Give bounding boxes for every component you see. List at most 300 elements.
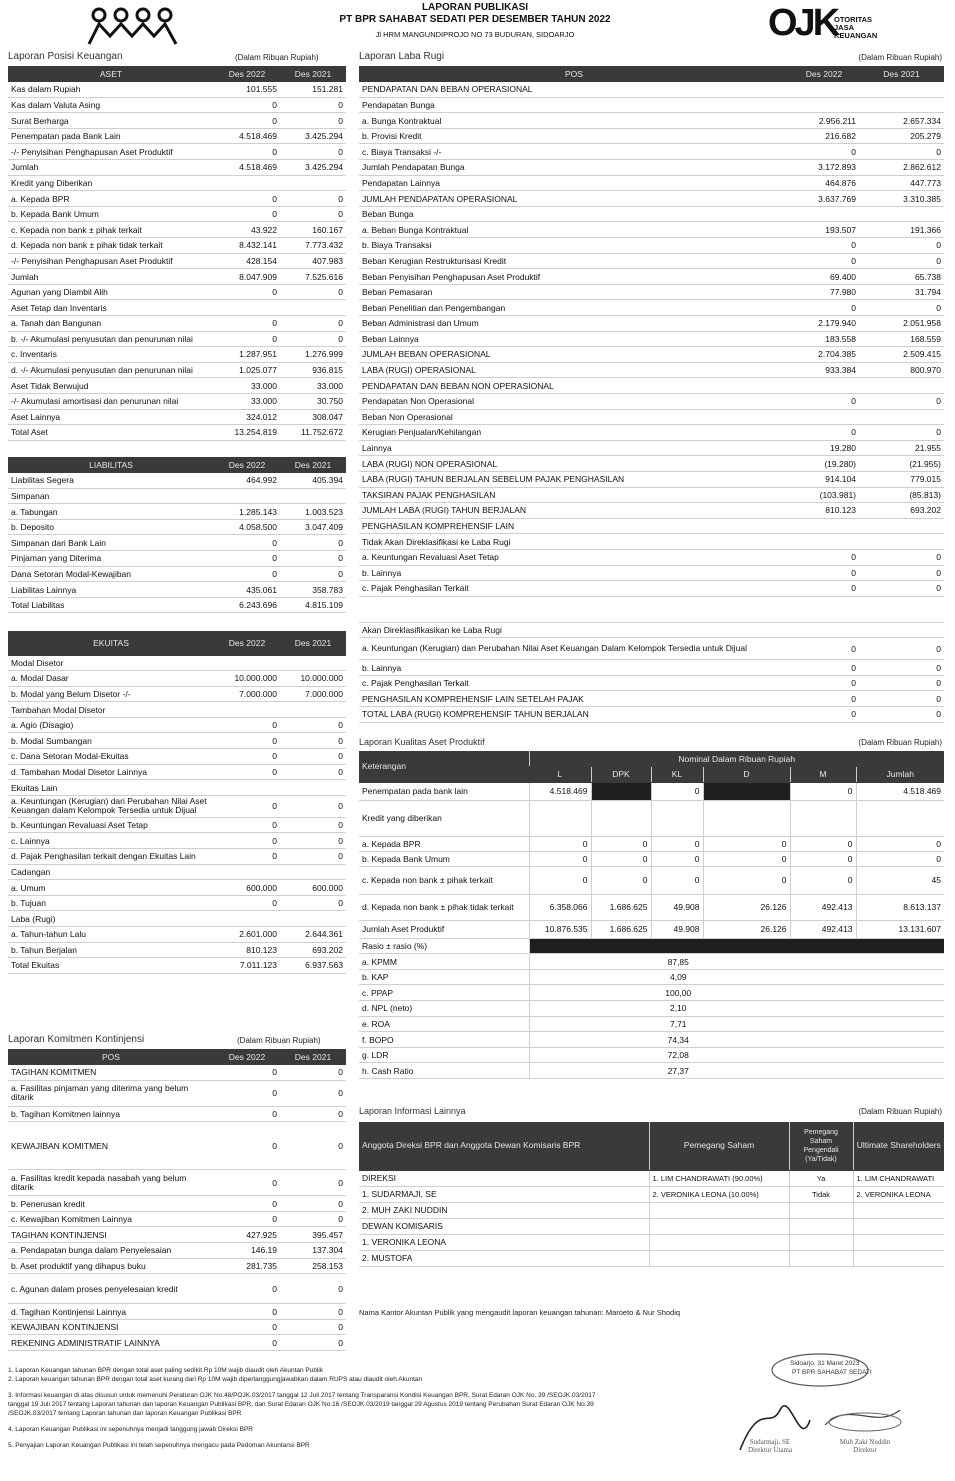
row-label: Kredit yang diberikan — [359, 800, 529, 836]
row-value: 0 — [214, 1335, 280, 1351]
row-value: 693.202 — [859, 503, 944, 519]
signatory-role: Direktur Utama — [747, 1446, 793, 1454]
row-value: 49.908 — [651, 894, 703, 920]
column-header: LIABILITAS — [8, 457, 214, 473]
column-header: Des 2021 — [859, 66, 944, 82]
table-row — [359, 1170, 944, 1186]
row-value: 0 — [856, 836, 944, 851]
footnote: 1. Laporan Keuangan tahunan BPR dengan total aset paling sedikit Rp 10M wajib diaudit oleh Akuntan Publik — [8, 1367, 324, 1374]
row-value — [790, 800, 856, 836]
row-value: 2. VERONIKA LEONA (10.00%) — [649, 1186, 789, 1202]
table-row — [359, 660, 944, 676]
row-value: 101.555 — [214, 82, 280, 98]
ratio-label: h. Cash Ratio — [359, 1063, 529, 1079]
row-value: 0 — [214, 144, 280, 160]
ratio-label: g. LDR — [359, 1047, 529, 1063]
row-value: 7.525.616 — [280, 269, 346, 285]
column-header: Ultimate Shareholders — [853, 1122, 944, 1170]
row-value: 193.507 — [789, 222, 859, 238]
row-value: 11.752.672 — [280, 425, 346, 441]
table-row — [359, 378, 944, 394]
column-header: POS — [359, 66, 789, 82]
row-value: 0 — [789, 300, 859, 316]
table-header-row — [8, 66, 346, 82]
row-value: 0 — [859, 253, 944, 269]
table-row — [359, 82, 944, 98]
row-value: 6.937.563 — [280, 958, 346, 974]
row-label: 1. VERONIKA LEONA — [359, 1234, 649, 1250]
row-value — [651, 800, 703, 836]
table-row — [8, 817, 346, 833]
row-value: Tidak — [789, 1186, 853, 1202]
row-value: 2.509.415 — [859, 347, 944, 363]
column-header: Des 2021 — [280, 631, 346, 655]
row-value: 3.425.294 — [280, 160, 346, 176]
row-label: d. Kepada non bank ± pihak tidak terkait — [8, 238, 214, 254]
row-label: Pendapatan Bunga — [359, 97, 789, 113]
row-value: 0 — [789, 675, 859, 691]
table-row — [8, 191, 346, 207]
row-label: a. Kepada BPR — [8, 191, 214, 207]
info-title-bar — [359, 1106, 944, 1120]
row-value: 0 — [789, 638, 859, 660]
akuntan-publik: Nama Kantor Akuntan Publik yang mengaudit laporan keuangan tahunan: Maroeto & Nur Shodiq — [359, 1308, 681, 1317]
row-value — [859, 206, 944, 222]
table-row — [8, 733, 346, 749]
row-label: Akan Direklasifikasikan ke Laba Rugi — [359, 622, 789, 638]
labarugi-title: Laporan Laba Rugi — [359, 51, 445, 62]
row-value: 0 — [214, 551, 280, 567]
table-row — [8, 519, 346, 535]
table-row — [8, 222, 346, 238]
table-row — [8, 686, 346, 702]
row-value: 7.000.000 — [280, 686, 346, 702]
table-row — [8, 551, 346, 567]
row-value: 151.281 — [280, 82, 346, 98]
row-value: 26.126 — [703, 920, 790, 938]
table-row — [8, 425, 346, 441]
row-value: 0 — [280, 833, 346, 849]
table-row — [8, 128, 346, 144]
row-value: 0 — [280, 733, 346, 749]
table-row — [8, 717, 346, 733]
row-value — [789, 97, 859, 113]
row-label: KEWAJIBAN KONTINJENSI — [8, 1319, 214, 1335]
row-value: 693.202 — [280, 942, 346, 958]
row-value: 600.000 — [280, 880, 346, 896]
ratio-value: 7,71 — [529, 1016, 944, 1032]
row-value: 13.131.607 — [856, 920, 944, 938]
row-value: 0 — [214, 1065, 280, 1081]
table-row — [8, 206, 346, 222]
table-row — [8, 1319, 346, 1335]
table-row — [8, 1335, 346, 1351]
row-value: 936.815 — [280, 362, 346, 378]
row-value — [649, 1234, 789, 1250]
column-header: EKUITAS — [8, 631, 214, 655]
table-row — [359, 851, 944, 866]
row-label: Kas dalam Rupiah — [8, 82, 214, 98]
row-value — [591, 800, 651, 836]
row-value: 0 — [790, 782, 856, 800]
komitmen-unit: (Dalam Ribuan Rupiah) — [237, 1036, 321, 1045]
row-value: 358.783 — [280, 582, 346, 598]
ratio-label: d. NPL (neto) — [359, 1001, 529, 1017]
ratio-value: 4,09 — [529, 969, 944, 985]
row-label: a. Keuntungan Revaluasi Aset Tetap — [359, 549, 789, 565]
row-value — [280, 864, 346, 880]
row-value: 1.285.143 — [214, 504, 280, 520]
table-row — [359, 128, 944, 144]
row-value — [856, 800, 944, 836]
row-label: Beban Bunga — [359, 206, 789, 222]
column-header: Des 2022 — [214, 66, 280, 82]
row-value — [214, 300, 280, 316]
row-value: 3.172.893 — [789, 160, 859, 176]
row-value: 308.047 — [280, 409, 346, 425]
title-line-1: LAPORAN PUBLIKASI — [421, 2, 529, 13]
row-value: 0 — [280, 1196, 346, 1212]
row-label: DEWAN KOMISARIS — [359, 1218, 649, 1234]
row-label: a. Umum — [8, 880, 214, 896]
row-label: c. Agunan dalam proses penyelesaian kredit — [8, 1274, 214, 1304]
row-value: 1. LIM CHANDRAWATI (90.00%) — [649, 1170, 789, 1186]
table-row — [359, 920, 944, 938]
row-value: 0 — [859, 144, 944, 160]
row-value — [789, 206, 859, 222]
row-value: 0 — [789, 691, 859, 707]
row-value: 0 — [280, 1170, 346, 1196]
row-label: TAGIHAN KONTINJENSI — [8, 1227, 214, 1243]
row-label: Jumlah Pendapatan Bunga — [359, 160, 789, 176]
table-row — [8, 378, 346, 394]
row-value: 3.637.769 — [789, 191, 859, 207]
report-header — [0, 0, 955, 48]
table-row — [359, 113, 944, 129]
ojk-logo — [768, 2, 888, 48]
row-value: 205.279 — [859, 128, 944, 144]
row-label: Simpanan dari Bank Lain — [8, 535, 214, 551]
row-value: 4.058.500 — [214, 519, 280, 535]
row-value: 4.815.109 — [280, 597, 346, 613]
row-value — [591, 782, 651, 800]
row-value: 0 — [280, 284, 346, 300]
row-value: 2.644.361 — [280, 927, 346, 943]
row-label: a. Modal Dasar — [8, 671, 214, 687]
row-value: 160.167 — [280, 222, 346, 238]
row-value — [703, 782, 790, 800]
row-value: 1.686.625 — [591, 920, 651, 938]
row-label: c. Inventaris — [8, 347, 214, 363]
row-value: 0 — [703, 851, 790, 866]
table-row — [8, 780, 346, 796]
footnotes — [8, 1366, 608, 1450]
row-label: PENGHASILAN KOMPREHENSIF LAIN SETELAH PAJAK — [359, 691, 789, 707]
row-value: 324.012 — [214, 409, 280, 425]
row-value: 0 — [214, 206, 280, 222]
table-row — [8, 795, 346, 817]
column-header: Anggota Direksi BPR dan Anggota Dewan Komisaris BPR — [359, 1122, 649, 1170]
ratio-label: c. PPAP — [359, 985, 529, 1001]
row-value — [280, 780, 346, 796]
row-value: 0 — [280, 817, 346, 833]
table-row — [8, 1196, 346, 1212]
row-value — [859, 518, 944, 534]
table-row — [359, 675, 944, 691]
row-label: b. Modal yang Belum Disetor -/- — [8, 686, 214, 702]
column-header: POS — [8, 1049, 214, 1065]
table-row — [8, 1211, 346, 1227]
row-label: Jumlah — [8, 160, 214, 176]
row-value: 428.154 — [214, 253, 280, 269]
row-value: (85.813) — [859, 487, 944, 503]
row-label: d. Tambahan Modal Disetor Lainnya — [8, 764, 214, 780]
row-label: b. Lainnya — [359, 565, 789, 581]
row-value: 10.000.000 — [280, 671, 346, 687]
row-label: d. Pajak Penghasilan terkait dengan Ekuitas Lain — [8, 849, 214, 865]
ojk-line: JASA — [834, 23, 855, 32]
table-row — [8, 1274, 346, 1304]
table-row — [8, 895, 346, 911]
table-row — [8, 284, 346, 300]
table-row — [359, 253, 944, 269]
table-row — [8, 82, 346, 98]
row-value: 65.738 — [859, 269, 944, 285]
row-label: a. Tahun-tahun Lalu — [8, 927, 214, 943]
row-value: 0 — [214, 331, 280, 347]
column-header: KL — [651, 767, 703, 783]
table-row — [8, 566, 346, 582]
table-row — [359, 440, 944, 456]
row-label: LABA (RUGI) TAHUN BERJALAN SEBELUM PAJAK PENGHASILAN — [359, 471, 789, 487]
row-label: Aset Tetap dan Inventaris — [8, 300, 214, 316]
row-label: b. Provisi Kredit — [359, 128, 789, 144]
table-row — [359, 471, 944, 487]
row-value: 0 — [280, 331, 346, 347]
row-value: 3.425.294 — [280, 128, 346, 144]
table-row — [8, 1227, 346, 1243]
row-value: 0 — [280, 1319, 346, 1335]
row-value — [789, 622, 859, 638]
row-label: -/- Akumulasi amortisasi dan penurunan nilai — [8, 393, 214, 409]
row-value — [649, 1250, 789, 1266]
row-value — [789, 1202, 853, 1218]
column-header: Des 2021 — [280, 66, 346, 82]
table-row — [359, 638, 944, 660]
row-value: 0 — [591, 836, 651, 851]
table-row — [359, 1186, 944, 1202]
row-value — [853, 1218, 944, 1234]
row-label: REKENING ADMINISTRATIF LAINNYA — [8, 1335, 214, 1351]
row-label: a. Keuntungan (Kerugian) dan Perubahan Nilai Aset Keuangan Dalam Kelompok Tersedia untuk Dijual — [359, 638, 789, 660]
row-value: 0 — [214, 284, 280, 300]
row-label: Beban Administrasi dan Umum — [359, 316, 789, 332]
row-label: Surat Berharga — [8, 113, 214, 129]
table-row — [8, 833, 346, 849]
table-row — [8, 409, 346, 425]
row-value: 0 — [280, 764, 346, 780]
table-row — [359, 800, 944, 836]
row-label: b. Tagihan Komitmen lainnya — [8, 1106, 214, 1122]
row-label: -/- Penyisihan Penghapusan Aset Produktif — [8, 144, 214, 160]
table-row — [359, 97, 944, 113]
row-label: a. Kepada BPR — [359, 836, 529, 851]
table-row — [359, 691, 944, 707]
row-value: 0 — [790, 836, 856, 851]
row-value — [789, 1234, 853, 1250]
row-value: 0 — [789, 238, 859, 254]
row-value: 0 — [280, 206, 346, 222]
table-row — [8, 347, 346, 363]
table-row — [8, 1106, 346, 1122]
table-row — [8, 864, 346, 880]
ratio-header: Rasio ± rasio (%) — [359, 938, 529, 954]
row-value: 8.613.137 — [856, 894, 944, 920]
row-value: 0 — [280, 113, 346, 129]
table-row — [359, 206, 944, 222]
row-value: 2. VERONIKA LEONA — [853, 1186, 944, 1202]
row-value — [280, 175, 346, 191]
row-value: 492.413 — [790, 894, 856, 920]
row-value — [853, 1250, 944, 1266]
row-value: 0 — [591, 851, 651, 866]
row-value: 0 — [214, 113, 280, 129]
row-value: 0 — [280, 97, 346, 113]
kualitas-table — [359, 751, 944, 1079]
table-row — [8, 473, 346, 489]
table-row — [359, 269, 944, 285]
row-label: Penempatan pada bank lain — [359, 782, 529, 800]
table-row — [359, 1218, 944, 1234]
column-header: Des 2022 — [214, 1049, 280, 1065]
row-value: 0 — [280, 535, 346, 551]
table-row — [359, 331, 944, 347]
table-row — [8, 1080, 346, 1106]
row-value: 0 — [214, 1106, 280, 1122]
row-label: a. Tanah dan Bangunan — [8, 316, 214, 332]
row-value: 4.518.469 — [856, 782, 944, 800]
row-value: 0 — [789, 565, 859, 581]
row-value: 0 — [651, 782, 703, 800]
row-value: 0 — [280, 316, 346, 332]
komitmen-table — [8, 1049, 346, 1351]
row-value: 395.457 — [280, 1227, 346, 1243]
kualitas-unit: (Dalam Ribuan Rupiah) — [858, 738, 942, 747]
row-value: 0 — [280, 1065, 346, 1081]
signatory-name: Muh Zaki Nuddin — [839, 1438, 891, 1446]
row-label: LABA (RUGI) NON OPERASIONAL — [359, 456, 789, 472]
row-value: 0 — [214, 817, 280, 833]
ratio-label: f. BOPO — [359, 1032, 529, 1048]
row-value: 0 — [859, 300, 944, 316]
row-label: Tidak Akan Direklasifikasi ke Laba Rugi — [359, 534, 789, 550]
row-value: 464.876 — [789, 175, 859, 191]
row-label: b. Keuntungan Revaluasi Aset Tetap — [8, 817, 214, 833]
row-value — [280, 300, 346, 316]
table-header-row — [8, 1049, 346, 1065]
row-value — [859, 534, 944, 550]
table-header-row — [359, 751, 944, 767]
row-value: 3.310.385 — [859, 191, 944, 207]
row-value — [853, 1202, 944, 1218]
table-row — [8, 849, 346, 865]
row-value: 2.862.612 — [859, 160, 944, 176]
row-value: 0 — [790, 866, 856, 894]
info-table — [359, 1122, 944, 1267]
row-label: -/- Penyisihan Penghapusan Aset Produktif — [8, 253, 214, 269]
row-value — [859, 596, 944, 622]
row-value: 0 — [859, 638, 944, 660]
row-label: d. Kepada non bank ± pihak tidak terkait — [359, 894, 529, 920]
table-row — [8, 144, 346, 160]
row-value — [280, 655, 346, 671]
row-value: 0 — [280, 849, 346, 865]
table-row — [8, 488, 346, 504]
row-value: 1.003.523 — [280, 504, 346, 520]
table-row — [8, 160, 346, 176]
row-label: c. Pajak Penghasilan Terkait — [359, 675, 789, 691]
table-row — [359, 518, 944, 534]
row-label: Laba (Rugi) — [8, 911, 214, 927]
row-value — [214, 655, 280, 671]
row-value: 914.104 — [789, 471, 859, 487]
row-value: 2.179.940 — [789, 316, 859, 332]
row-value: 0 — [214, 849, 280, 865]
table-row — [359, 316, 944, 332]
row-label: Beban Kerugian Restrukturisasi Kredit — [359, 253, 789, 269]
row-value: 49.908 — [651, 920, 703, 938]
table-row — [359, 596, 944, 622]
row-label: Liabilitas Segera — [8, 473, 214, 489]
row-value: 0 — [859, 393, 944, 409]
row-value: 427.925 — [214, 1227, 280, 1243]
table-row — [359, 534, 944, 550]
row-value: 137.304 — [280, 1243, 346, 1259]
row-label: Cadangan — [8, 864, 214, 880]
row-value: 0 — [214, 1304, 280, 1320]
row-label: TAKSIRAN PAJAK PENGHASILAN — [359, 487, 789, 503]
row-value: 7.011.123 — [214, 958, 280, 974]
ratio-row — [359, 969, 944, 985]
row-value: 30.750 — [280, 393, 346, 409]
row-value: 464.992 — [214, 473, 280, 489]
row-label: Beban Penyisihan Penghapusan Aset Produktif — [359, 269, 789, 285]
row-label: Ekuitas Lain — [8, 780, 214, 796]
row-value — [859, 82, 944, 98]
row-label: PENDAPATAN DAN BEBAN NON OPERASIONAL — [359, 378, 789, 394]
ratio-value: 87,85 — [529, 954, 944, 970]
row-value: 0 — [651, 866, 703, 894]
row-value: 7.000.000 — [214, 686, 280, 702]
row-label: b. Biaya Transaksi — [359, 238, 789, 254]
neraca-title: Laporan Posisi Keuangan — [8, 51, 123, 62]
row-value: 0 — [789, 144, 859, 160]
row-value: 0 — [789, 253, 859, 269]
address: Jl HRM MANGUNDIPROJO NO 73 BUDURAN, SIDOARJO — [375, 30, 575, 39]
kualitas-title: Laporan Kualitas Aset Produktif — [359, 737, 485, 747]
row-value: 0 — [859, 660, 944, 676]
row-value: 0 — [214, 316, 280, 332]
row-label: Total Aset — [8, 425, 214, 441]
row-value: 0 — [214, 1170, 280, 1196]
row-value: 6.358.066 — [529, 894, 591, 920]
row-value: 0 — [789, 581, 859, 597]
neraca-title-bar — [8, 51, 346, 65]
row-value: 0 — [214, 1122, 280, 1170]
row-label: Liabilitas Lainnya — [8, 582, 214, 598]
table-row — [359, 393, 944, 409]
row-value: 0 — [789, 549, 859, 565]
